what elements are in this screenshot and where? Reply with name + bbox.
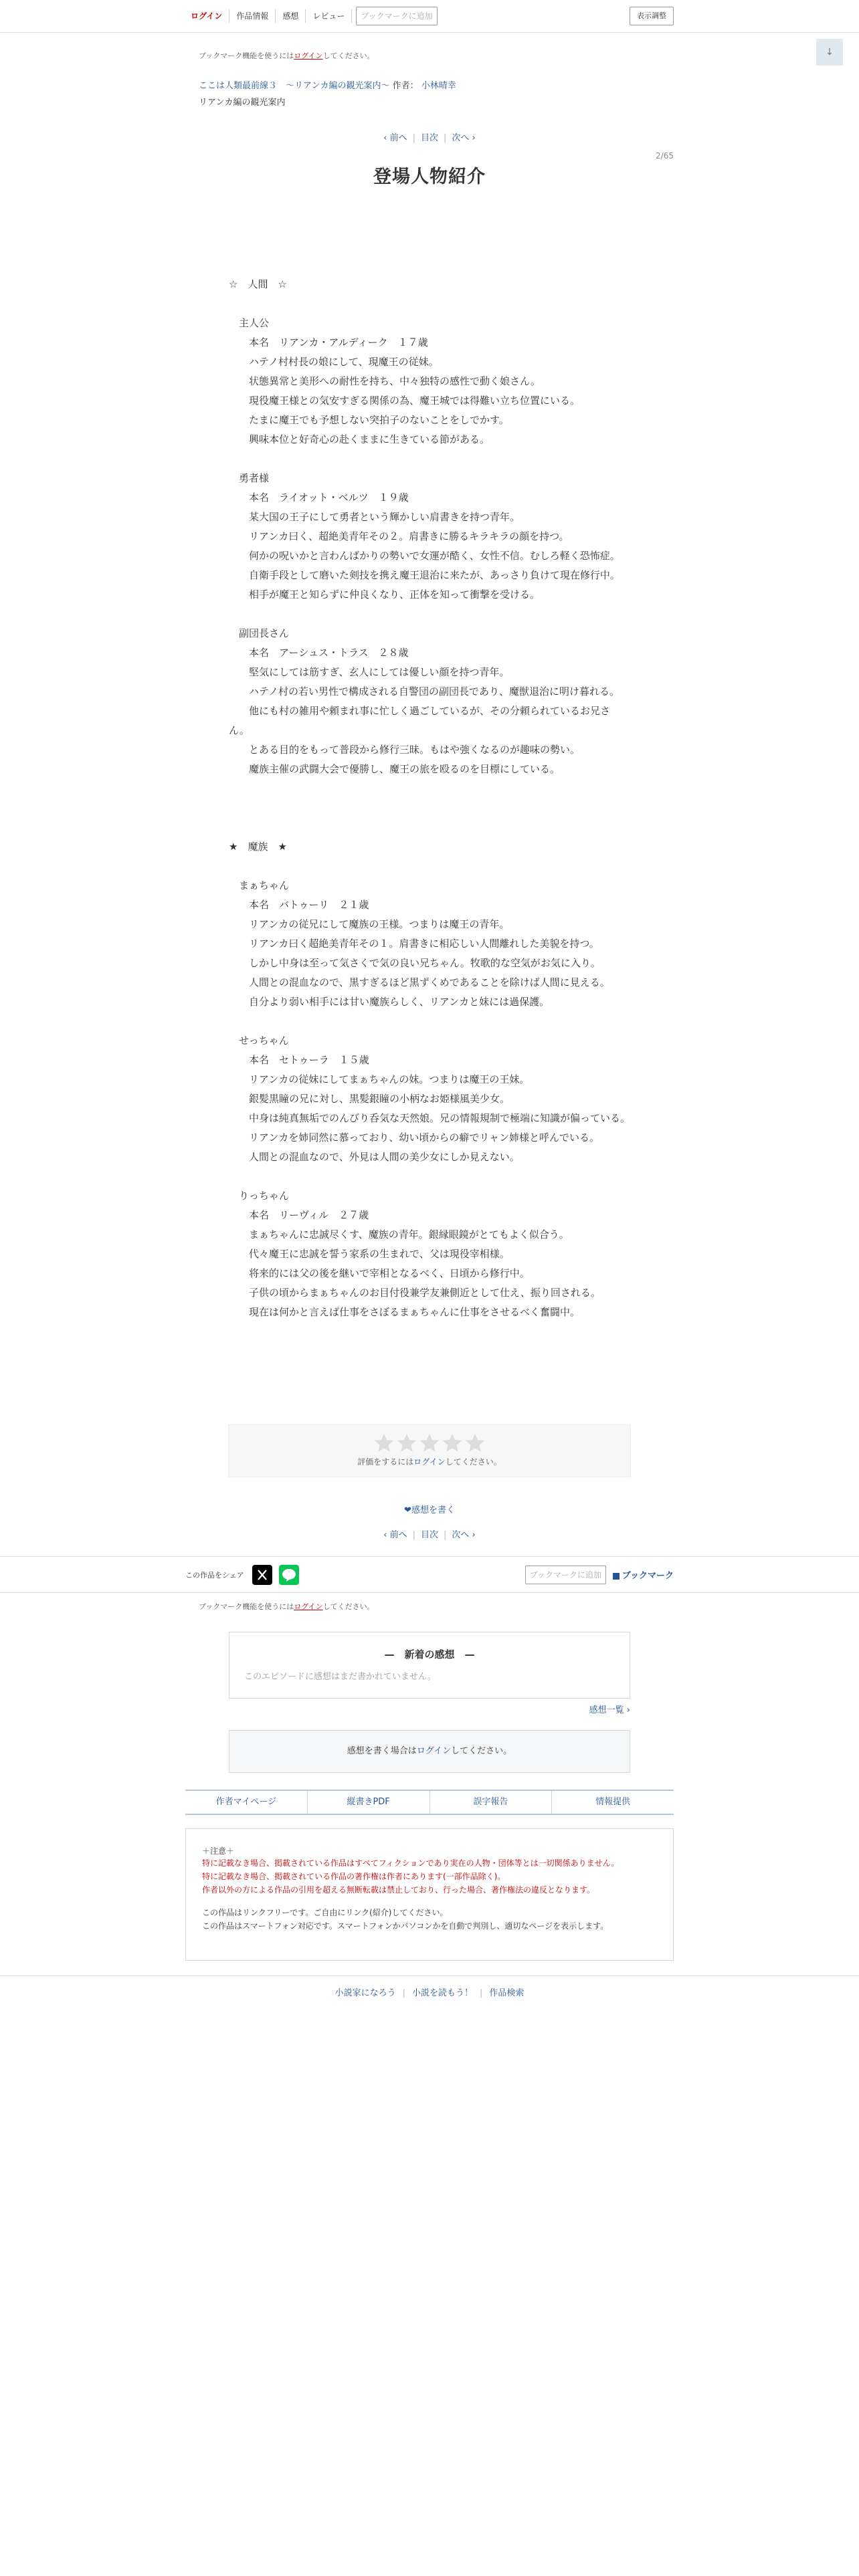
- impressions-link[interactable]: 感想: [276, 9, 306, 23]
- next-link-bottom[interactable]: 次へ ›: [452, 1530, 476, 1540]
- footer-links: [185, 1790, 674, 1815]
- novel-line: リアンカ曰く超絶美青年その１。肩書きに相応しい人間離れした美貌を持つ。: [229, 938, 599, 950]
- novel-line: 本名 リーヴィル ２７歳: [229, 1209, 369, 1221]
- novel-line: [229, 605, 630, 624]
- novel-line: しかし中身は至って気さくで気の良い兄ちゃん。牧歌的な空気がお気に入り。: [229, 957, 601, 969]
- novel-line: 状態異常と美形への耐性を持ち、中々独特の感性で動く娘さん。: [229, 375, 541, 387]
- novel-line: たまに魔王でも予想しない突拍子のないことをしでかす。: [229, 414, 509, 426]
- novel-line: 主人公: [229, 317, 270, 329]
- caution-line: 作者以外の方による作品の引用を超える無断転載は禁止しており、行った場合、著作権法の違反となります。: [202, 1885, 595, 1895]
- rating-login-note: 評価をするにはログインしてください。: [357, 1457, 502, 1467]
- novel-line: 代々魔王に忠誠を誓う家系の生まれで、父は現役宰相様。: [229, 1248, 510, 1260]
- prev-link-bottom[interactable]: ‹ 前へ: [383, 1530, 407, 1540]
- novel-line: 本名 バトゥーリ ２１歳: [229, 899, 369, 911]
- top-nav: [0, 0, 859, 33]
- caution-line: 特に記載なき場合、掲載されている作品の著作権は作者にあります(一部作品除く)。: [202, 1872, 506, 1881]
- novel-line: [229, 818, 630, 837]
- novel-line: 子供の頃からまぁちゃんのお目付役兼学友兼側近として仕え、振り回される。: [229, 1287, 601, 1299]
- caution-box: [185, 1828, 674, 1961]
- novel-line: [229, 1167, 630, 1186]
- caution-note: この作品はリンクフリーです。ご自由にリンク(紹介)してください。: [202, 1908, 448, 1917]
- caution-heading: ＋注意＋: [202, 1846, 235, 1856]
- novel-line: リアンカの従兄にして魔族の王様。つまりは魔王の青年。: [229, 918, 510, 930]
- share-label: この作品をシェア: [185, 1570, 244, 1580]
- write-impression-link[interactable]: ❤感想を書く: [404, 1505, 455, 1515]
- novel-line: 相手が魔王と知らずに仲良くなり、正体を知って衝撃を受ける。: [229, 588, 541, 601]
- novel-line: 副団長さん: [229, 627, 290, 639]
- search-link[interactable]: 作品検索: [489, 1988, 524, 1998]
- novel-line: リアンカを姉同然に慕っており、幼い頃からの癖でリャン姉様と呼んでいる。: [229, 1132, 599, 1144]
- impressions-more: [229, 1703, 630, 1715]
- toc-link[interactable]: 目次: [420, 133, 438, 143]
- scroll-down-icon[interactable]: ↓: [816, 39, 843, 66]
- x-icon[interactable]: [252, 1565, 272, 1585]
- bottom-links: 小説家になろう | 小説を読もう！ | 作品検索: [0, 1975, 859, 1998]
- impression-login-link[interactable]: ログイン: [416, 1746, 452, 1756]
- info-provide-link[interactable]: 情報提供: [595, 1797, 631, 1807]
- novel-line: 将来的には父の後を継いで宰相となるべく、日頃から修行中。: [229, 1267, 530, 1279]
- add-bookmark-button-bottom[interactable]: ブックマークに追加: [525, 1566, 606, 1584]
- impressions-empty: このエピソードに感想はまだ書かれていません。: [244, 1672, 436, 1682]
- novel-line: 本名 ライオット・ベルツ １９歳: [229, 492, 409, 504]
- toc-link-bottom[interactable]: 目次: [420, 1530, 438, 1540]
- rating-login-link[interactable]: ログイン: [413, 1457, 446, 1467]
- narou-link[interactable]: 小説家になろう: [335, 1988, 396, 1998]
- display-settings-button[interactable]: 表示調整: [630, 7, 674, 25]
- novel-line: 現在は何かと言えば仕事をさぼるまぁちゃんに仕事をさせるべく奮闘中。: [229, 1306, 581, 1318]
- novel-line: [229, 779, 630, 798]
- bookmark-icon: [613, 1573, 619, 1580]
- line-icon[interactable]: [279, 1565, 299, 1585]
- add-bookmark-button[interactable]: ブックマークに追加: [356, 7, 437, 25]
- novel-line: りっちゃん: [229, 1190, 290, 1202]
- star-icon[interactable]: [464, 1432, 486, 1455]
- novel-line: 他にも村の雑用や頼まれ事に忙しく過ごしているが、その分頼られているお兄さん。: [229, 705, 611, 736]
- novel-line: 自衛手段として磨いた剣技を携え魔王退治に来たが、あっさり負けて現在修行中。: [229, 569, 620, 581]
- novel-line: 人間との混血なので、黒すぎるほど黒ずくめであることを除けば人間に見える。: [229, 976, 610, 988]
- novel-line: ハテノ村の若い男性で構成される自警団の副団長であり、魔獣退治に明け暮れる。: [229, 685, 619, 697]
- novel-line: 本名 アーシュス・トラス ２８歳: [229, 647, 409, 659]
- star-icon[interactable]: [373, 1432, 395, 1455]
- novel-line: 本名 セトゥーラ １５歳: [229, 1054, 369, 1066]
- novel-line: [229, 857, 630, 876]
- caution-note: この作品はスマートフォン対応です。スマートフォンかパソコンかを自動で判別し、適切なページを表示します。: [202, 1921, 609, 1931]
- novel-line: ハテノ村村長の娘にして、現魔王の従妹。: [229, 356, 439, 368]
- novel-line: [229, 449, 630, 469]
- novel-line: 本名 リアンカ・アルディーク １７歳: [229, 336, 428, 348]
- pager-bottom: ‹ 前へ | 目次 | 次へ ›: [383, 1530, 476, 1540]
- novel-line: 何かの呪いかと言わんばかりの勢いで女運が酷く、女性不信。むしろ軽く恐怖症。: [229, 550, 620, 562]
- rating-stars: [229, 1425, 630, 1456]
- share-bar: [0, 1556, 859, 1593]
- novel-line: とある目的をもって普段から修行三昧。もはや強くなるのが趣味の勢い。: [229, 744, 581, 756]
- typo-report-link[interactable]: 誤字報告: [430, 1791, 553, 1814]
- yomou-link[interactable]: 小説を読もう！: [411, 1988, 473, 1998]
- novel-line: リアンカ曰く、超絶美青年その２。肩書きに勝るキラキラの顔を持つ。: [229, 530, 569, 542]
- novel-line: まぁちゃんに忠誠尽くす、魔族の青年。銀縁眼鏡がとてもよく似合う。: [229, 1228, 569, 1241]
- novel-line: リアンカの従妹にしてまぁちゃんの妹。つまりは魔王の王妹。: [229, 1073, 530, 1085]
- novel-line: 魔族主催の武闘大会で優勝し、魔王の旅を殴るのを目標にしている。: [229, 763, 561, 775]
- novel-line: 興味本位と好奇心の赴くままに生きている節がある。: [229, 433, 490, 445]
- bookmark-login-link-bottom[interactable]: ログイン: [294, 1602, 323, 1611]
- novel-line: 某大国の王子にして勇者という輝かしい肩書きを持つ青年。: [229, 511, 520, 523]
- login-link[interactable]: ログイン: [185, 9, 229, 23]
- novel-body: [229, 275, 630, 1322]
- series-title-link[interactable]: ここは人類最前線３ 〜リアンカ編の観光案内〜: [199, 81, 390, 91]
- novel-line: [229, 1012, 630, 1031]
- nav-list: [185, 5, 438, 27]
- star-icon[interactable]: [441, 1432, 464, 1455]
- author-mypage-link[interactable]: 作者マイページ: [185, 1791, 308, 1814]
- novel-line: せっちゃん: [229, 1035, 289, 1047]
- star-icon[interactable]: [395, 1432, 418, 1455]
- series-subtitle: リアンカ編の観光案内: [199, 98, 286, 108]
- chapter-title: 登場人物紹介: [373, 167, 486, 187]
- pager-top: ‹ 前へ | 目次 | 次へ ›: [383, 133, 476, 143]
- novel-line: 堅気にしては筋すぎ、玄人にしては優しい顔を持つ青年。: [229, 666, 510, 678]
- novel-line: 現役魔王様との気安すぎる関係の為、魔王城では得難い立ち位置にいる。: [229, 395, 581, 407]
- write-impression-area: [0, 1503, 859, 1515]
- next-link[interactable]: 次へ ›: [452, 133, 476, 143]
- page-count: 2/65: [656, 151, 674, 160]
- bookmark-login-note-bottom: ブックマーク機能を使うにはログインしてください。: [199, 1602, 375, 1611]
- prev-link[interactable]: ‹ 前へ: [383, 133, 407, 143]
- review-link[interactable]: レビュー: [306, 9, 352, 23]
- novel-line: [229, 798, 630, 818]
- novel-line: 自分より弱い相手には甘い魔族らしく、リアンカと妹には過保護。: [229, 996, 550, 1008]
- series-info: [185, 78, 674, 91]
- bookmark-link[interactable]: ブックマーク: [613, 1568, 674, 1581]
- caution-line: 特に記載なき場合、掲載されている作品はすべてフィクションであり実在の人物・団体等とは一切関係ありません。: [202, 1858, 619, 1868]
- impressions-list-link[interactable]: 感想一覧 ›: [589, 1705, 630, 1715]
- rating-box: [228, 1424, 631, 1477]
- novel-line: ★ 魔族 ★: [229, 841, 287, 853]
- bookmark-login-link[interactable]: ログイン: [294, 51, 323, 60]
- work-info-link[interactable]: 作品情報: [229, 9, 276, 23]
- impressions-box: [229, 1632, 630, 1699]
- vertical-pdf-link[interactable]: 縦書きPDF: [308, 1791, 430, 1814]
- novel-line: 中身は純真無垢でのんびり呑気な天然娘。兄の情報規制で極端に知識が偏っている。: [229, 1112, 631, 1124]
- author-link[interactable]: 小林晴幸: [421, 81, 456, 91]
- novel-line: 銀髪黒瞳の兄に対し、黒髪銀瞳の小柄なお姫様風美少女。: [229, 1093, 510, 1105]
- novel-line: 勇者様: [229, 472, 270, 484]
- novel-line: 人間との混血なので、外見は人間の美少女にしか見えない。: [229, 1151, 520, 1163]
- author-label: 作者：: [392, 81, 419, 91]
- star-icon[interactable]: [418, 1432, 441, 1455]
- bookmark-login-note: ブックマーク機能を使うにはログインしてください。: [199, 51, 375, 60]
- impression-login-box: 感想を書く場合はログインしてください。: [229, 1730, 630, 1773]
- novel-line: [229, 294, 630, 314]
- impressions-title: — 新着の感想 —: [384, 1648, 475, 1660]
- novel-line: ☆ 人間 ☆: [229, 278, 287, 290]
- novel-line: まぁちゃん: [229, 879, 290, 891]
